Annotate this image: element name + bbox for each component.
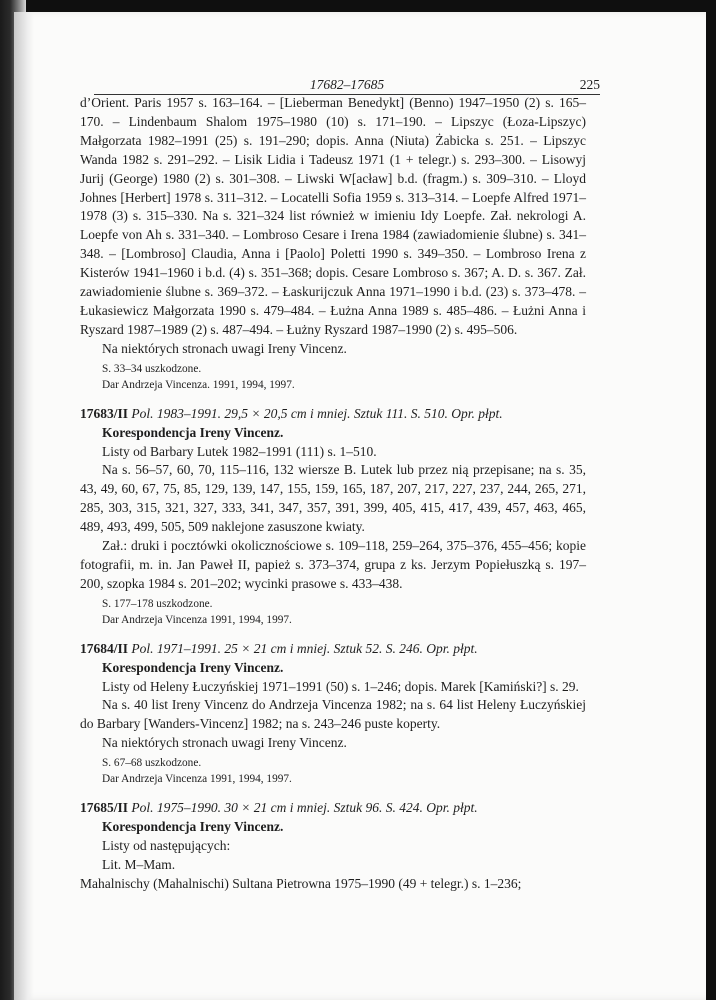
entry-17682-note-provenance: Dar Andrzeja Vincenza. 1991, 1994, 1997.	[102, 378, 295, 391]
running-head: 17682–17685	[309, 77, 385, 92]
entry-17684-pages-note: Na s. 40 list Ireny Vincenz do Andrzeja Vincenza 1982; na s. 64 list Heleny Łuczyńskiej do Barbary [Wanders-Vincenz] 1982; na s. 243–246 puste koperty.	[80, 697, 586, 732]
page-header	[94, 74, 600, 95]
page-body	[80, 94, 586, 894]
entry-17683-attachments: Zał.: druki i pocztówki okolicznościowe s. 109–118, 259–264, 375–376, 455–456; kopie fotografii, m. in. Jan Paweł II, papież s. 373–374, grupa z ks. Jerzym Popiełuszką s. 197–200, szopka 1984 s. 201–202; wycinki prasowe s. 433–438.	[80, 538, 586, 591]
entry-17684-note-provenance: Dar Andrzeja Vincenza 1991, 1994, 1997.	[102, 773, 292, 786]
entry-17683-heading	[80, 405, 586, 424]
entry-17685-description: Pol. 1975–1990. 30 × 21 cm i mniej. Sztuk 96. S. 424. Opr. płpt.	[131, 800, 478, 816]
entry-17682-continuation: d’Orient. Paris 1957 s. 163–164. – [Lieberman Benedykt] (Benno) 1947–1950 (2) s. 165–170. – Lindenbaum Shalom 1975–1980 (10) s. 171–190. – Lipszyc (Łoza-Lipszyc) Małgorzata 1982–1991 (25) s. 191–290; dopis. Anna (Niuta) Żabicka s. 251. – Lipszyc Wanda 1982 s. 291–292. – Lisik Lidia i Tadeusz 1971 (1 + telegr.) s. 293–300. – Lisowyj Jurij (George) 1980 (2) s. 301–308. – Liwski W[acław] b.d. (fragm.) s. 309–310. – Lloyd Johnes [Herbert] 1978 s. 311–312. – Locatelli Sofia 1959 s. 313–314. – Loepfe Alfred 1971–1978 (3) s. 315–330. Na s. 321–324 list również w imieniu Idy Loepfe. Zał. nekrologi A. Loepfe von Ah s. 331–340. – Lombroso Cesare i Irena 1984 (zawiadomienie ślubne) s. 341–348. – [Lombroso] Claudia, Anna i [Paolo] Poletti 1990 s. 349–350. – Lombroso Irena z Kisterów 1941–1960 i b.d. (4) s. 351–368; dopis. Cesare Lombroso s. 367; A. D. s. 367. Zał. zawiadomienie ślubne s. 369–372. – Łaskurijczuk Anna 1971–1990 i b.d. (23) s. 373–478. – Łukasiewicz Małgorzata 1990 s. 479–484. – Łużna Anna 1989 s. 485–486. – Łużni Anna i Ryszard 1987–1989 (2) s. 487–494. – Łużny Ryszard 1987–1990 (2) s. 495–506.	[80, 95, 586, 337]
entry-17682-note-damage: S. 33–34 uszkodzone.	[102, 362, 202, 375]
entry-17684-letters: Listy od Heleny Łuczyńskiej 1971–1991 (50) s. 1–246; dopis. Marek [Kamiński?] s. 29.	[102, 678, 579, 694]
entry-17685-heading	[80, 799, 586, 818]
entry-17683-note-damage: S. 177–178 uszkodzone.	[102, 597, 213, 610]
entry-17685-first-item: Mahalnischy (Mahalnischi) Sultana Pietrowna 1975–1990 (49 + telegr.) s. 1–236;	[80, 875, 522, 891]
entry-17684-title: Korespondencja Ireny Vincenz.	[102, 659, 284, 675]
entry-17685-intro: Listy od następujących:	[102, 838, 231, 853]
entry-17684-signature: 17684/II	[80, 640, 129, 656]
entry-17682-remark: Na niektórych stronach uwagi Ireny Vincenz.	[102, 340, 347, 356]
entry-17683-pages-note: Na s. 56–57, 60, 70, 115–116, 132 wiersze B. Lutek lub przez nią przepisane; na s. 35, 43, 49, 60, 67, 75, 85, 129, 139, 147, 155, 159, 165, 187, 207, 217, 227, 237, 244, 265, 271, 285, 303, 315, 321, 327, 333, 341, 347, 357, 391, 399, 405, 415, 417, 439, 457, 463, 465, 489, 493, 499, 505, 509 naklejone zasuszone kwiaty.	[80, 462, 586, 535]
entry-17683-letters: Listy od Barbary Lutek 1982–1991 (111) s. 1–510.	[102, 443, 377, 459]
page-number: 225	[579, 77, 600, 92]
entry-17683-title: Korespondencja Ireny Vincenz.	[102, 424, 284, 440]
entry-17683-description: Pol. 1983–1991. 29,5 × 20,5 cm i mniej. Sztuk 111. S. 510. Opr. płpt.	[131, 405, 503, 421]
entry-17684-note-damage: S. 67–68 uszkodzone.	[102, 757, 202, 770]
entry-17683-note-provenance: Dar Andrzeja Vincenza 1991, 1994, 1997.	[102, 613, 292, 626]
entry-17683-signature: 17683/II	[80, 405, 129, 421]
entry-17685-title: Korespondencja Ireny Vincenz.	[102, 819, 284, 835]
entry-17684-heading	[80, 640, 586, 659]
entry-17684-remark: Na niektórych stronach uwagi Ireny Vincenz.	[102, 735, 347, 751]
entry-17684-description: Pol. 1971–1991. 25 × 21 cm i mniej. Sztuk 52. S. 246. Opr. płpt.	[131, 640, 478, 656]
entry-17685-signature: 17685/II	[80, 800, 129, 816]
entry-17685-letter-range: Lit. M–Mam.	[102, 856, 176, 872]
page-spine-shadow	[14, 12, 34, 1000]
